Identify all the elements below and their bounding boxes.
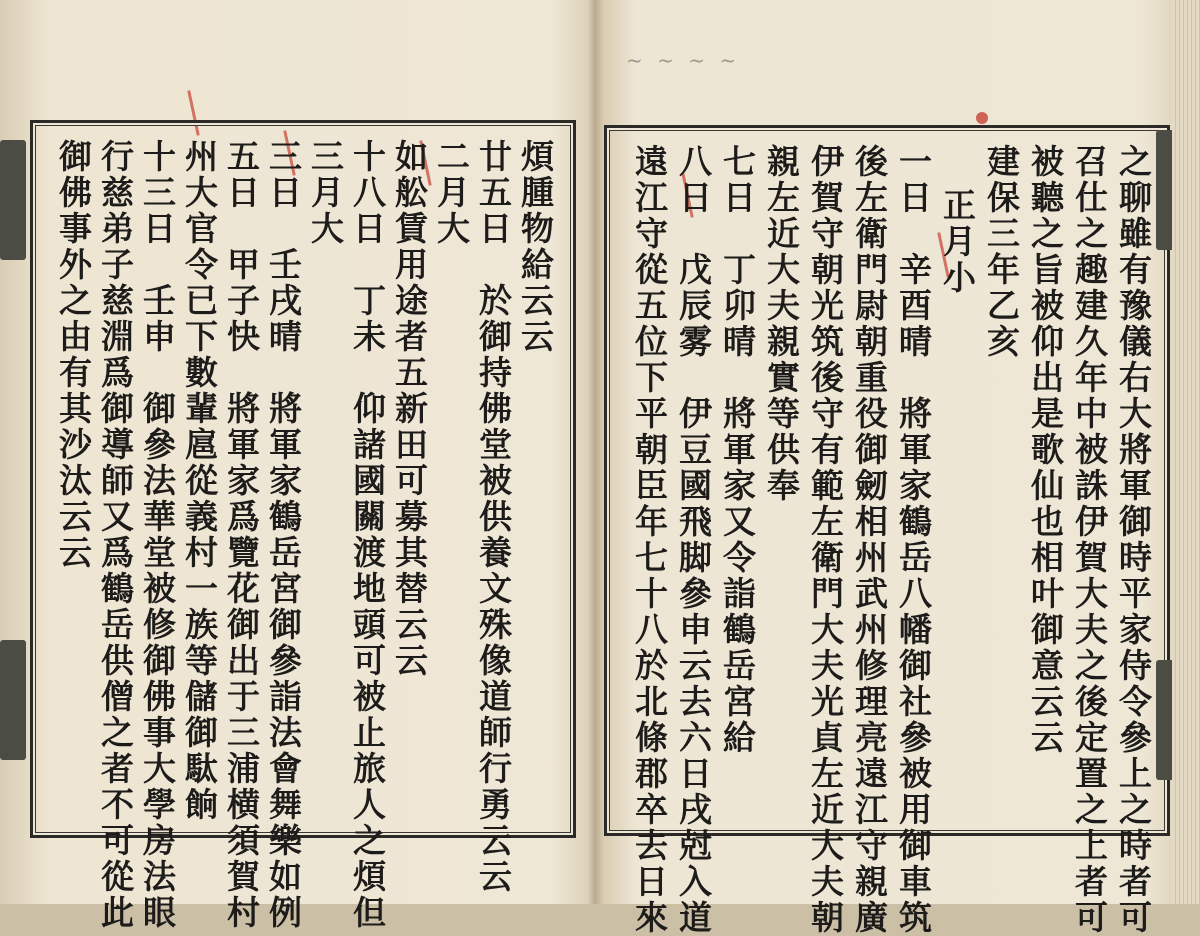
text-column: 三日 壬戌晴 將軍家鶴岳宮御參詣法會舞樂如例 <box>264 139 303 931</box>
right-page-border <box>604 125 1170 936</box>
text-column: 召仕之趣建久年中被誅伊賀大夫之後定置之上者可 <box>1070 144 1109 936</box>
text-column: 如舩賃用途者五新田可募其替云云 <box>390 139 429 679</box>
left-page <box>0 0 590 931</box>
text-column: 行慈弟子慈淵爲御導師又爲鶴岳供僧之者不可從此 <box>96 139 135 931</box>
text-column: 正月小 <box>938 188 977 296</box>
text-column: 遠江守從五位下平朝臣年七十八於北條郡卒去日來 <box>630 144 669 936</box>
page-edge-stack <box>1172 0 1200 904</box>
text-column: 七日 丁卯晴 將軍家又令詣鶴岳宮給 <box>718 144 757 756</box>
ink-smudge: ~ ~ ~ ~ <box>626 48 741 72</box>
red-annotation-dot <box>976 112 988 124</box>
text-column: 親左近大夫親實等供奉 <box>762 144 801 504</box>
text-column: 後左衛門尉朝重役御劒相州武州修理亮遠江守親廣 <box>850 144 889 936</box>
left-edge-tab <box>0 640 26 760</box>
text-column: 煩腫物給云云 <box>516 139 555 355</box>
text-column: 廿五日 於御持佛堂被供養文殊像道師行勇云云 <box>474 139 513 895</box>
text-column: 御佛事外之由有其沙汰云云 <box>54 139 93 571</box>
left-page-border <box>30 120 576 931</box>
text-column: 十八日 丁未 仰諸國關渡地頭可被止旅人之煩但 <box>348 139 387 931</box>
text-column: 之聊雖有豫儀右大將軍御時平家侍令參上之時者可 <box>1114 144 1153 936</box>
text-column: 三月大 <box>306 139 345 247</box>
text-column: 二月大 <box>432 139 471 247</box>
left-edge-tab <box>0 140 26 260</box>
text-column: 伊賀守朝光筑後守有範左衛門大夫光貞左近大夫朝 <box>806 144 845 936</box>
text-column: 被聽之旨被仰出是歌仙也相叶御意云云 <box>1026 144 1065 756</box>
right-page <box>596 0 1200 936</box>
text-column: 一日 辛酉晴 將軍家鶴岳八幡御社參被用御車筑 <box>894 144 933 936</box>
text-column: 十三日 壬申 御參法華堂被修御佛事大學房法眼 <box>138 139 177 931</box>
text-column: 五日 甲子快 將軍家爲覽花御出于三浦横須賀村 <box>222 139 261 931</box>
text-column: 八日 戊辰雾 伊豆國飛脚參申云去六日戌尅入道 <box>674 144 713 936</box>
text-column: 建保三年乙亥 <box>982 144 1021 360</box>
text-column: 州大官令已下數輩扈從義村一族等儲御駄餉 <box>180 139 219 823</box>
